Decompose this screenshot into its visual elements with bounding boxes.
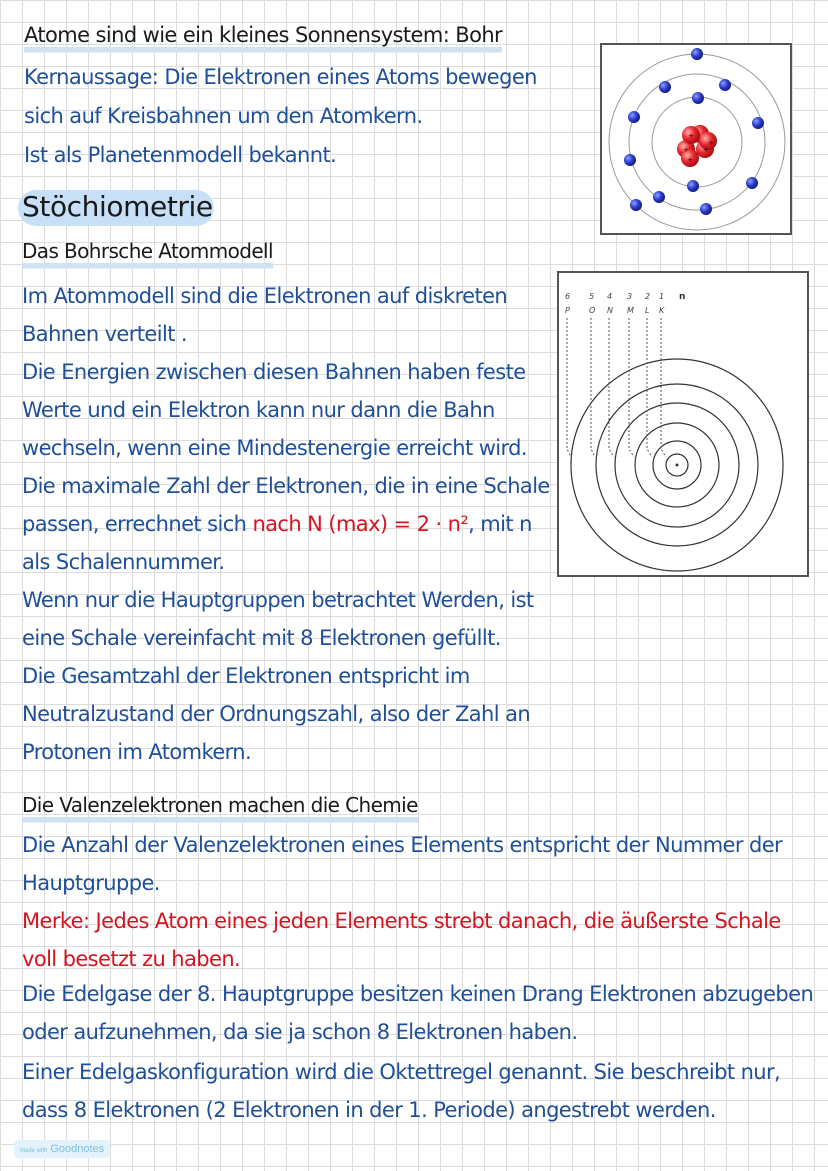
text-line: Wenn nur die Hauptgruppen betrachtet Werden, ist: [22, 588, 534, 612]
text-line: dass 8 Elektronen (2 Elektronen in der 1. Periode) angestrebt werden.: [22, 1098, 716, 1122]
text-line: Neutralzustand der Ordnungszahl, also der Zahl an: [22, 702, 531, 726]
svg-text:+: +: [708, 139, 714, 147]
shell-number: 2: [645, 292, 651, 301]
text-line: Protonen im Atomkern.: [22, 740, 252, 764]
shell-letter: P: [565, 306, 570, 315]
heading-text: Atome sind wie ein kleines Sonnensystem: Bohr: [24, 23, 503, 47]
shell-letter: K: [659, 306, 665, 315]
text-line: Die Edelgase der 8. Hauptgruppe besitzen keinen Drang Elektronen abzugeben: [22, 982, 814, 1006]
svg-text:+: +: [688, 132, 694, 140]
watermark-brand: Goodnotes: [50, 1143, 105, 1155]
text-fragment: passen, errechnet sich: [22, 512, 253, 536]
shell-letter: O: [589, 306, 596, 315]
shell-diagram: [559, 273, 807, 575]
shell-number: 5: [589, 292, 595, 301]
section-heading-bohr: [24, 16, 502, 54]
axis-label: n: [679, 292, 686, 302]
text-line: Die Anzahl der Valenzelektronen eines Elements entspricht der Nummer der: [22, 833, 783, 857]
text-line: Ist als Planetenmodell bekannt.: [24, 143, 337, 167]
text-line: sich auf Kreisbahnen um den Atomkern.: [24, 104, 423, 128]
watermark-prefix: Made with: [20, 1148, 48, 1154]
formula-text: nach N (max) = 2 · n²: [252, 512, 469, 536]
text-line: Kernaussage: Die Elektronen eines Atoms bewegen: [24, 65, 537, 89]
shell-number: 6: [565, 292, 571, 301]
note-line: Merke: Jedes Atom eines jeden Elements strebt danach, die äußerste Schale: [22, 909, 781, 933]
text-line: wechseln, wenn eine Mindestenergie erreicht wird.: [22, 436, 527, 460]
shell-number: 3: [627, 292, 633, 301]
atom-model-figure: [600, 43, 792, 235]
shell-letter: M: [627, 306, 634, 315]
formula-line: [22, 505, 532, 543]
shell-number: 1: [659, 292, 665, 301]
atom-icon: [602, 45, 790, 233]
text-line: eine Schale vereinfacht mit 8 Elektronen gefüllt.: [22, 626, 501, 650]
text-line: Die maximale Zahl der Elektronen, die in eine Schale: [22, 474, 550, 498]
text-line: oder aufzunehmen, da sie ja schon 8 Elektronen haben.: [22, 1020, 578, 1044]
svg-text:+: +: [687, 156, 693, 164]
shell-number: 4: [607, 292, 613, 301]
text-line: Die Gesamtzahl der Elektronen entspricht im: [22, 664, 470, 688]
section-heading-bohr-model: [22, 232, 273, 270]
heading-text: Das Bohrsche Atommodell: [22, 239, 273, 263]
text-line: Die Energien zwischen diesen Bahnen haben feste: [22, 360, 526, 384]
section-heading-valence: [22, 786, 418, 824]
text-line: Einer Edelgaskonfiguration wird die Oktettregel genannt. Sie beschreibt nur,: [22, 1060, 781, 1084]
text-line: Bahnen verteilt .: [22, 322, 187, 346]
note-line: voll besetzt zu haben.: [22, 947, 241, 971]
svg-text:+: +: [683, 146, 689, 154]
text-line: Hauptgruppe.: [22, 871, 160, 895]
shell-diagram-figure: [557, 271, 809, 577]
page-title: Stöchiometrie: [22, 190, 213, 223]
text-line: Im Atommodell sind die Elektronen auf diskreten: [22, 284, 508, 308]
text-line: Werte und ein Elektron kann nur dann die Bahn: [22, 398, 495, 422]
heading-text: Die Valenzelektronen machen die Chemie: [22, 793, 418, 817]
text-line: als Schalennummer.: [22, 550, 225, 574]
svg-text:+: +: [703, 146, 709, 154]
shell-letter: L: [645, 306, 650, 315]
shell-letter: N: [607, 306, 613, 315]
text-fragment: , mit n: [468, 512, 532, 536]
goodnotes-watermark: [14, 1140, 110, 1158]
